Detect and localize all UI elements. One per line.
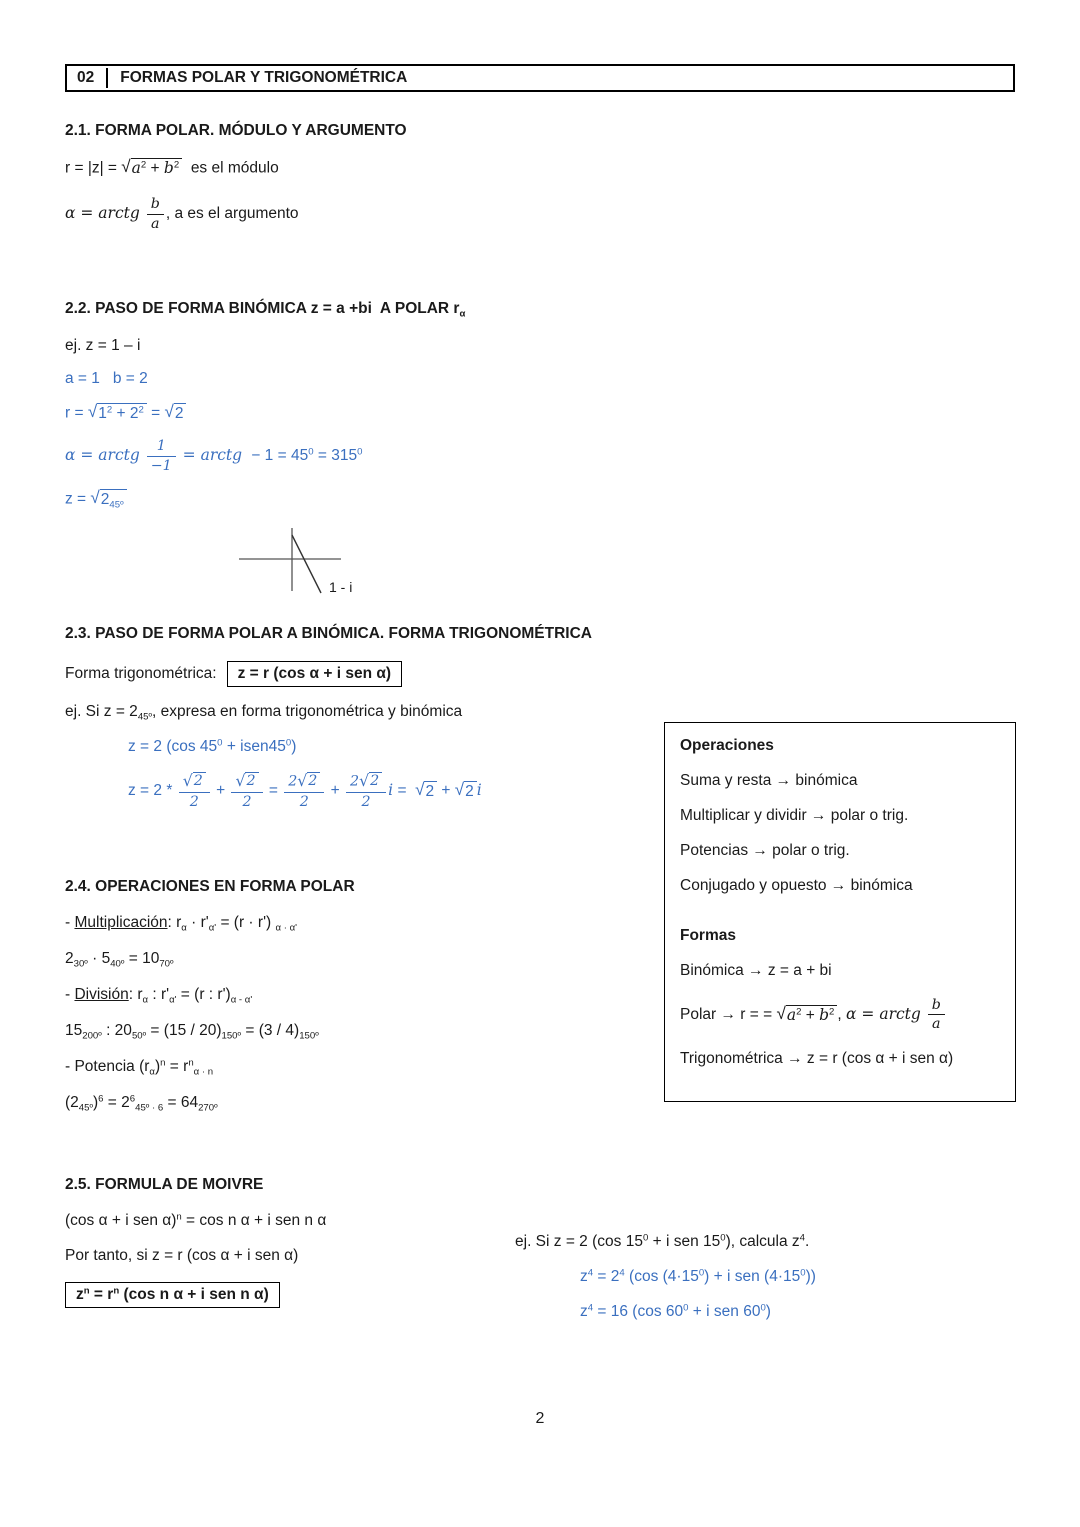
forms-item-polar: Polar → r = = √ $a^2 + b^2$ , α = arctg $\frac{b}{a}$ <box>680 997 1000 1033</box>
page-number: 2 <box>535 1410 545 1427</box>
example-power: $(2_{45º})^6 = 2^6_{45º \cdot 6} = 64_{270º}$ <box>65 1093 218 1114</box>
operations-item: Suma y resta → binómica <box>680 772 858 789</box>
example-statement: ej. Si $z = 2_{45º}$, expresa en forma trigonométrica y binómica <box>65 703 463 723</box>
trig-form-boxed-formula: z = r (cos α + i sen α) <box>227 661 402 687</box>
moivre-identity: (cos α + i sen α)$^n$ = cos n α + i sen n α <box>65 1211 327 1229</box>
formula-r: r = √ $1^2 + 2^2$ = √ 2 <box>65 403 465 423</box>
page-title: FORMAS POLAR Y TRIGONOMÉTRICA <box>120 69 408 86</box>
formula-alpha: α = arctg $\frac{1}{-1}$ = arctg − $1 = 45^0 = 315^0$ <box>65 438 363 474</box>
section-2-1 <box>65 122 407 250</box>
formula-binomial-result: z = 2 * √ 2 2 + √ 2 2 = 2 √ 2 2 + 2 √ 2 2 i = √ 2 + √ 2 i <box>128 770 482 810</box>
rule-multiplication: - Multiplicación: $r_\alpha \cdot r'_{\alpha'} = (r \cdot r')$ $_{\alpha \cdot \alpha'}$ <box>65 914 297 934</box>
section-2-3 <box>65 625 650 826</box>
moivre-boxed-formula: $z^n = r^n$ (cos n α + i sen n α) <box>65 1282 280 1308</box>
formula-trig-expansion: z = 2 (cos $45^0$ + $isen45^0$) <box>128 737 297 755</box>
operations-box-title: Operaciones <box>680 737 774 754</box>
forms-box-title: Formas <box>680 927 736 944</box>
complex-plane-axes <box>237 525 407 605</box>
operations-item: Multiplicar y dividir → polar o trig. <box>680 807 909 824</box>
operations-item: Potencias → polar o trig. <box>680 842 850 859</box>
vector-1-minus-i <box>292 535 321 593</box>
example-multiplication: $2_{30º} \cdot 5_{40º} = 10_{70º}$ <box>65 949 174 970</box>
operations-item: Conjugado y opuesto → binómica <box>680 877 913 894</box>
formula-z-polar: z = √ $2_{45º}$ <box>65 489 465 510</box>
forms-item-binomica: Binómica → z = a + bi <box>680 962 832 979</box>
section-2-4 <box>65 878 650 1130</box>
section-2-1-title: 2.1. FORMA POLAR. MÓDULO Y ARGUMENTO <box>65 122 407 139</box>
section-2-2 <box>65 300 465 605</box>
example-division: $15_{200º}$ : $20_{50º} = (15 / 20)_{150º} = (3 / 4)_{150º}$ <box>65 1021 319 1042</box>
example-statement: ej. Si z = 2 (cos $15^0 + i$ sen $15^0$), calcula $z^4$. <box>515 1232 810 1250</box>
example-step-2: $z^4 = 16$ (cos $60^0 + i$ sen $60^0$) <box>580 1302 771 1320</box>
example-ab-values: a = 1 b = 2 <box>65 369 148 387</box>
trig-form-row <box>65 661 650 687</box>
moivre-boxed-row <box>65 1282 510 1308</box>
rule-power: - Potencia $(r_\alpha)^n = r^n_{\alpha \cdot n}$ <box>65 1057 214 1078</box>
section-2-4-title: 2.4. OPERACIONES EN FORMA POLAR <box>65 878 355 895</box>
example-step-1: $z^4 = 2^4$ (cos $(4\cdot 15^0) + i$ sen $(4\cdot 15^0)$) <box>580 1267 816 1285</box>
example-statement: ej. z = 1 – i <box>65 336 141 354</box>
section-2-3-title: 2.3. PASO DE FORMA POLAR A BINÓMICA. FORMA TRIGONOMÉTRICA <box>65 625 592 642</box>
section-2-5 <box>65 1176 510 1325</box>
section-header <box>65 64 1015 92</box>
section-2-5-title: 2.5. FORMULA DE MOIVRE <box>65 1176 264 1193</box>
moivre-premise: Por tanto, si z = r (cos α + i sen α) <box>65 1247 299 1264</box>
section-number: 02 <box>77 69 95 86</box>
diagram-point-label: 1 - i <box>329 579 353 596</box>
operations-sidebar-box <box>664 722 1016 1102</box>
complex-plane-diagram <box>237 525 407 605</box>
formula-argumento: α = arctg $\frac{b}{a}$ , a es el argumento <box>65 196 299 232</box>
trig-form-label: Forma trigonométrica: <box>65 665 217 682</box>
section-2-5-example <box>515 1216 1025 1338</box>
rule-division: - División: $r_\alpha$ : $r'_{\alpha'} = (r$ : $r')_{\alpha - \alpha'}$ <box>65 985 253 1006</box>
section-2-2-title: 2.2. PASO DE FORMA BINÓMICA z = a +bi A POLAR $r_\alpha$ <box>65 300 466 320</box>
forms-item-trigonometrica: Trigonométrica → z = r (cos α + i sen α) <box>680 1049 954 1067</box>
formula-modulo: r = |z| = √ $a^2 + b^2$ es el módulo <box>65 157 279 177</box>
